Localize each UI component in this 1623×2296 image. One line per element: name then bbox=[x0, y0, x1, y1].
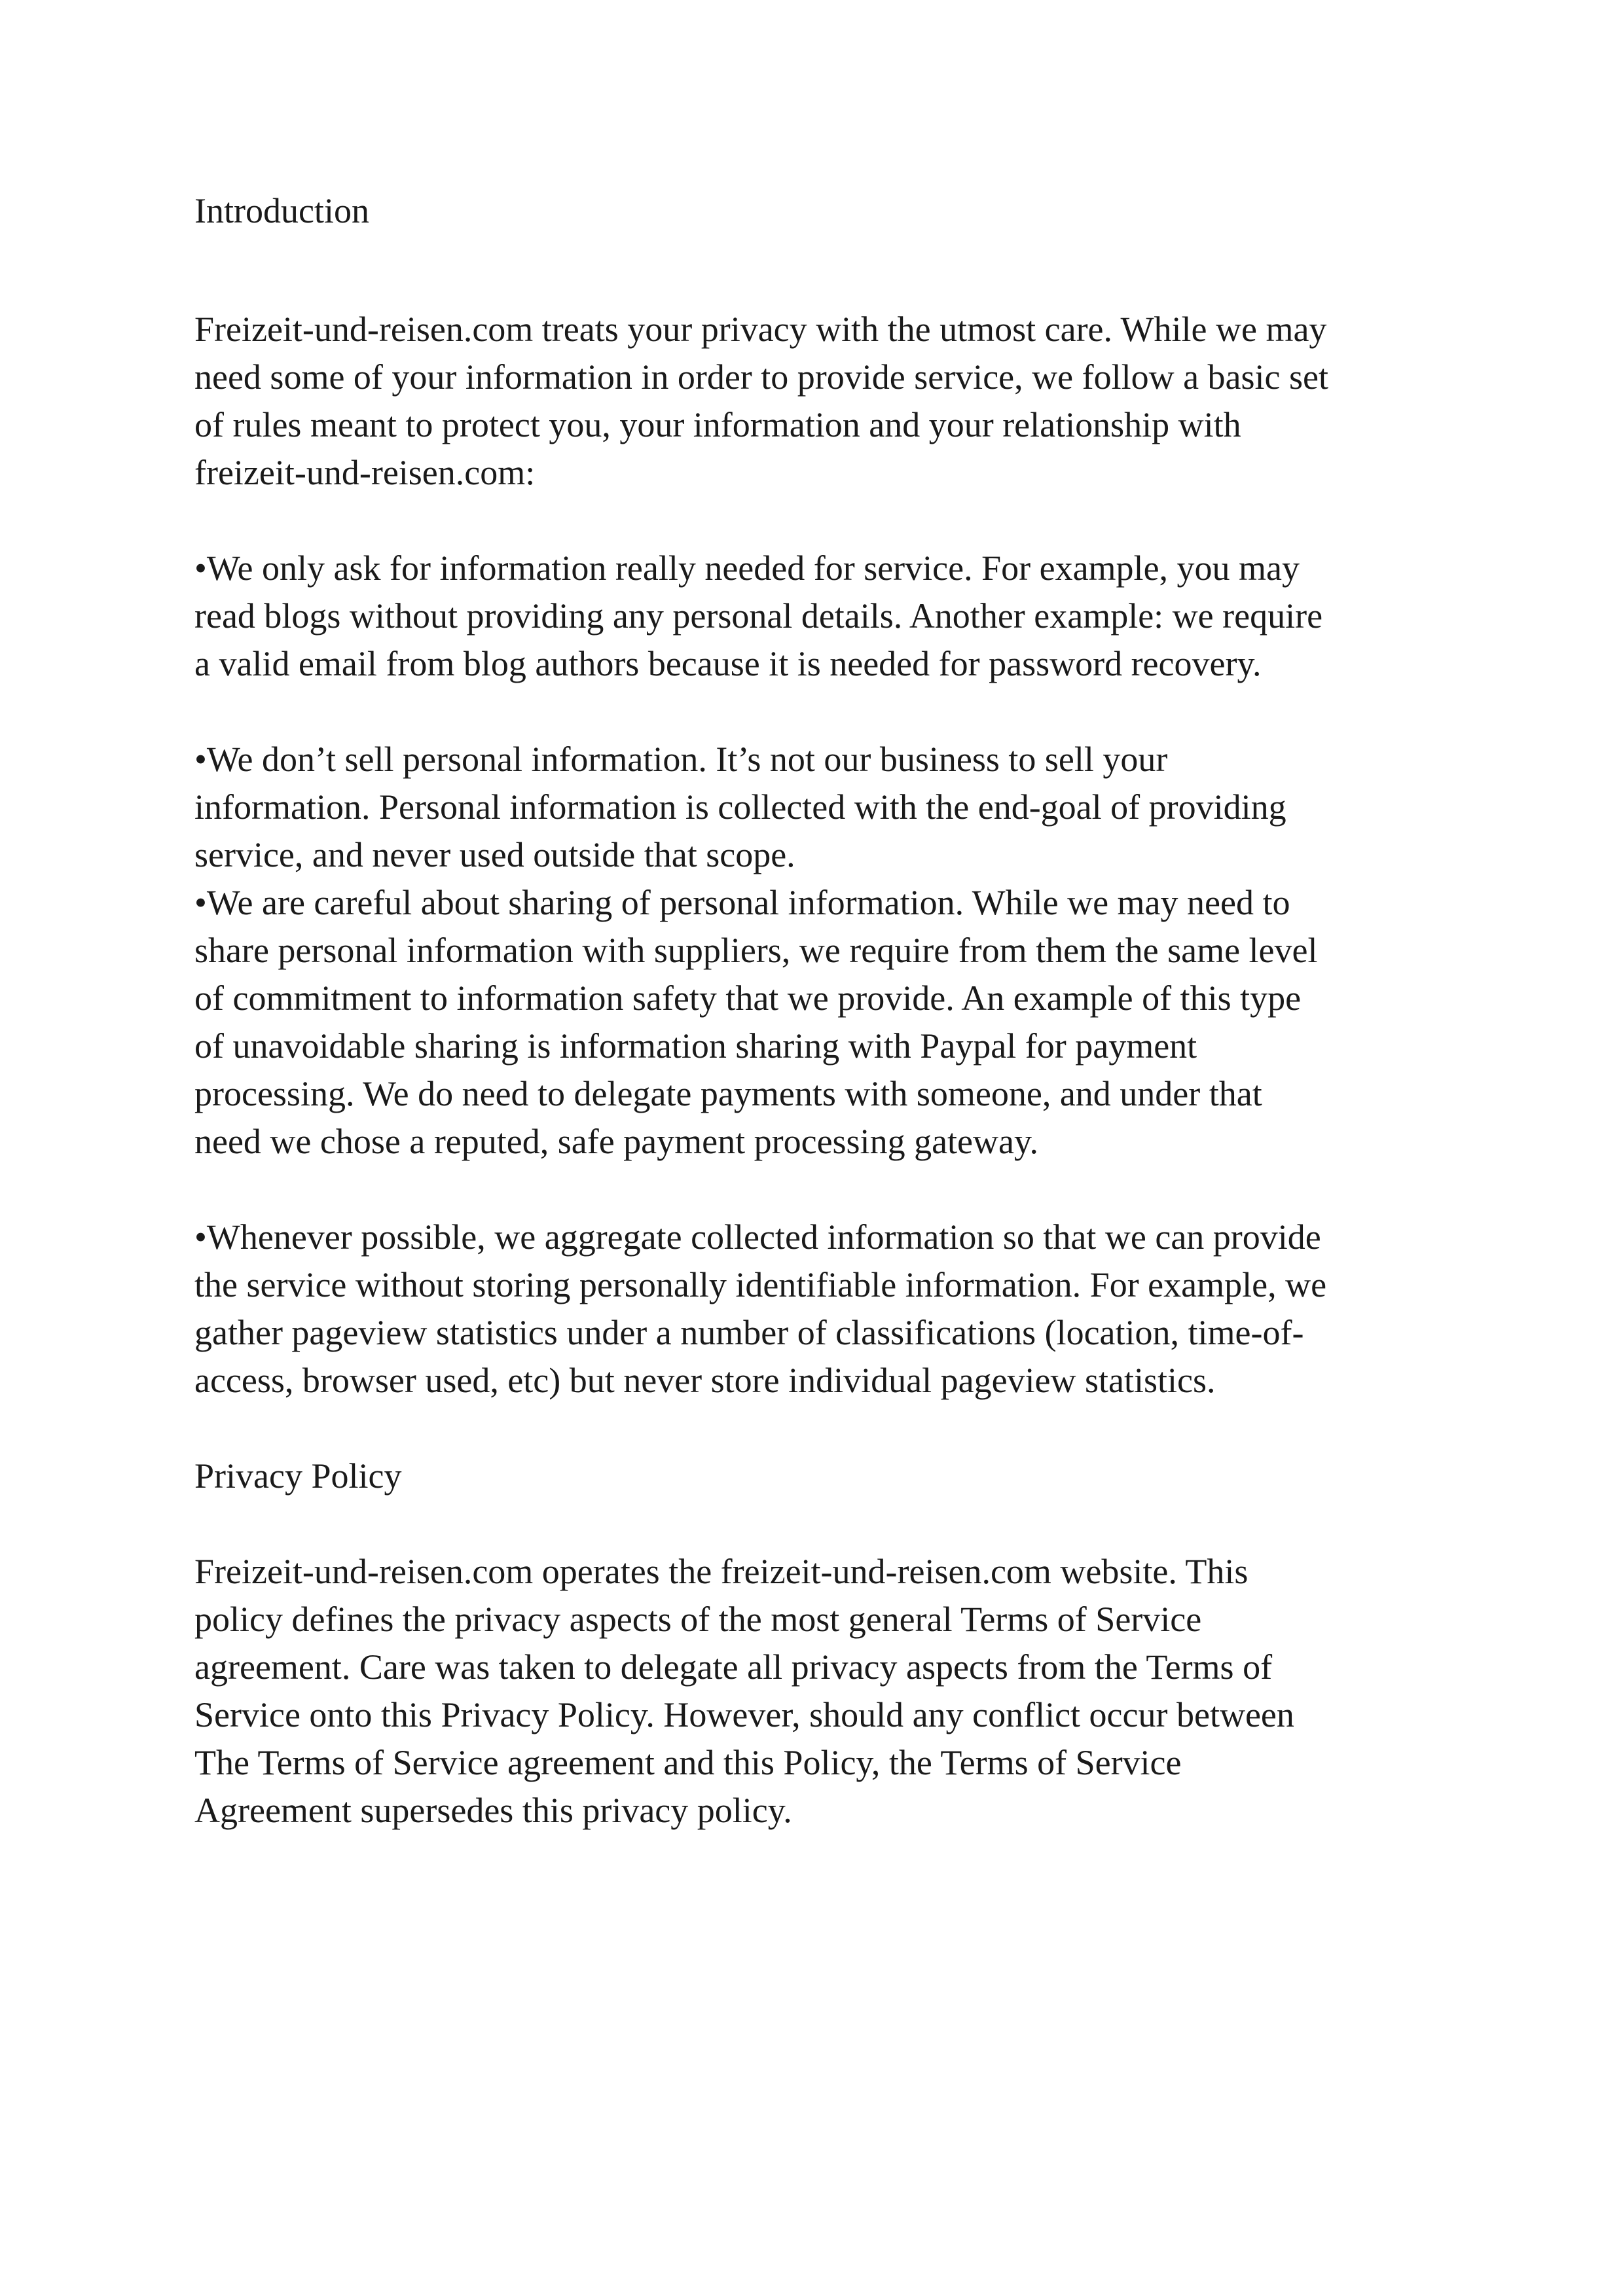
bullet-item-no-selling: •We don’t sell personal information. It’s not our business to sell your information. Personal information is collected with the end-goal of providing service, and never used outside that scope. bbox=[194, 740, 1286, 874]
document-content bbox=[194, 187, 1451, 1835]
bullet-item-info-needed: •We only ask for information really needed for service. For example, you may read blogs without providing any personal details. Another example: we require a valid email from blog authors because it is needed for password recovery. bbox=[194, 548, 1323, 683]
privacy-policy-paragraph: Freizeit-und-reisen.com operates the freizeit-und-reisen.com website. This policy defines the privacy aspects of the most general Terms of Service agreement. Care was taken to delegate all privacy aspects from the Terms of Service onto this Privacy Policy. However, should any conflict occur between The Terms of Service agreement and this Policy, the Terms of Service Agreement supersedes this privacy policy. bbox=[194, 1552, 1294, 1830]
bullet-item-sharing: •We are careful about sharing of personal information. While we may need to share personal information with suppliers, we require from them the same level of commitment to information safety that we provide. An example of this type of unavoidable sharing is information sharing with Paypal for payment processing. We do need to delegate payments with someone, and under that need we chose a reputed, safe payment processing gateway. bbox=[194, 883, 1318, 1161]
introduction-paragraph: Freizeit-und-reisen.com treats your privacy with the utmost care. While we may need some of your information in order to provide service, we follow a basic set of rules meant to protect you, your information and your relationship with freizeit-und-reisen.com: bbox=[194, 310, 1328, 492]
introduction-heading: Introduction bbox=[194, 191, 369, 230]
privacy-policy-heading: Privacy Policy bbox=[194, 1456, 402, 1496]
bullet-item-aggregation: •Whenever possible, we aggregate collected information so that we can provide the service without storing personally identifiable information. For example, we gather pageview statistics under a number of classifications (location, time-of- access, browser used, etc) but never store individual pageview statistics. bbox=[194, 1217, 1327, 1400]
